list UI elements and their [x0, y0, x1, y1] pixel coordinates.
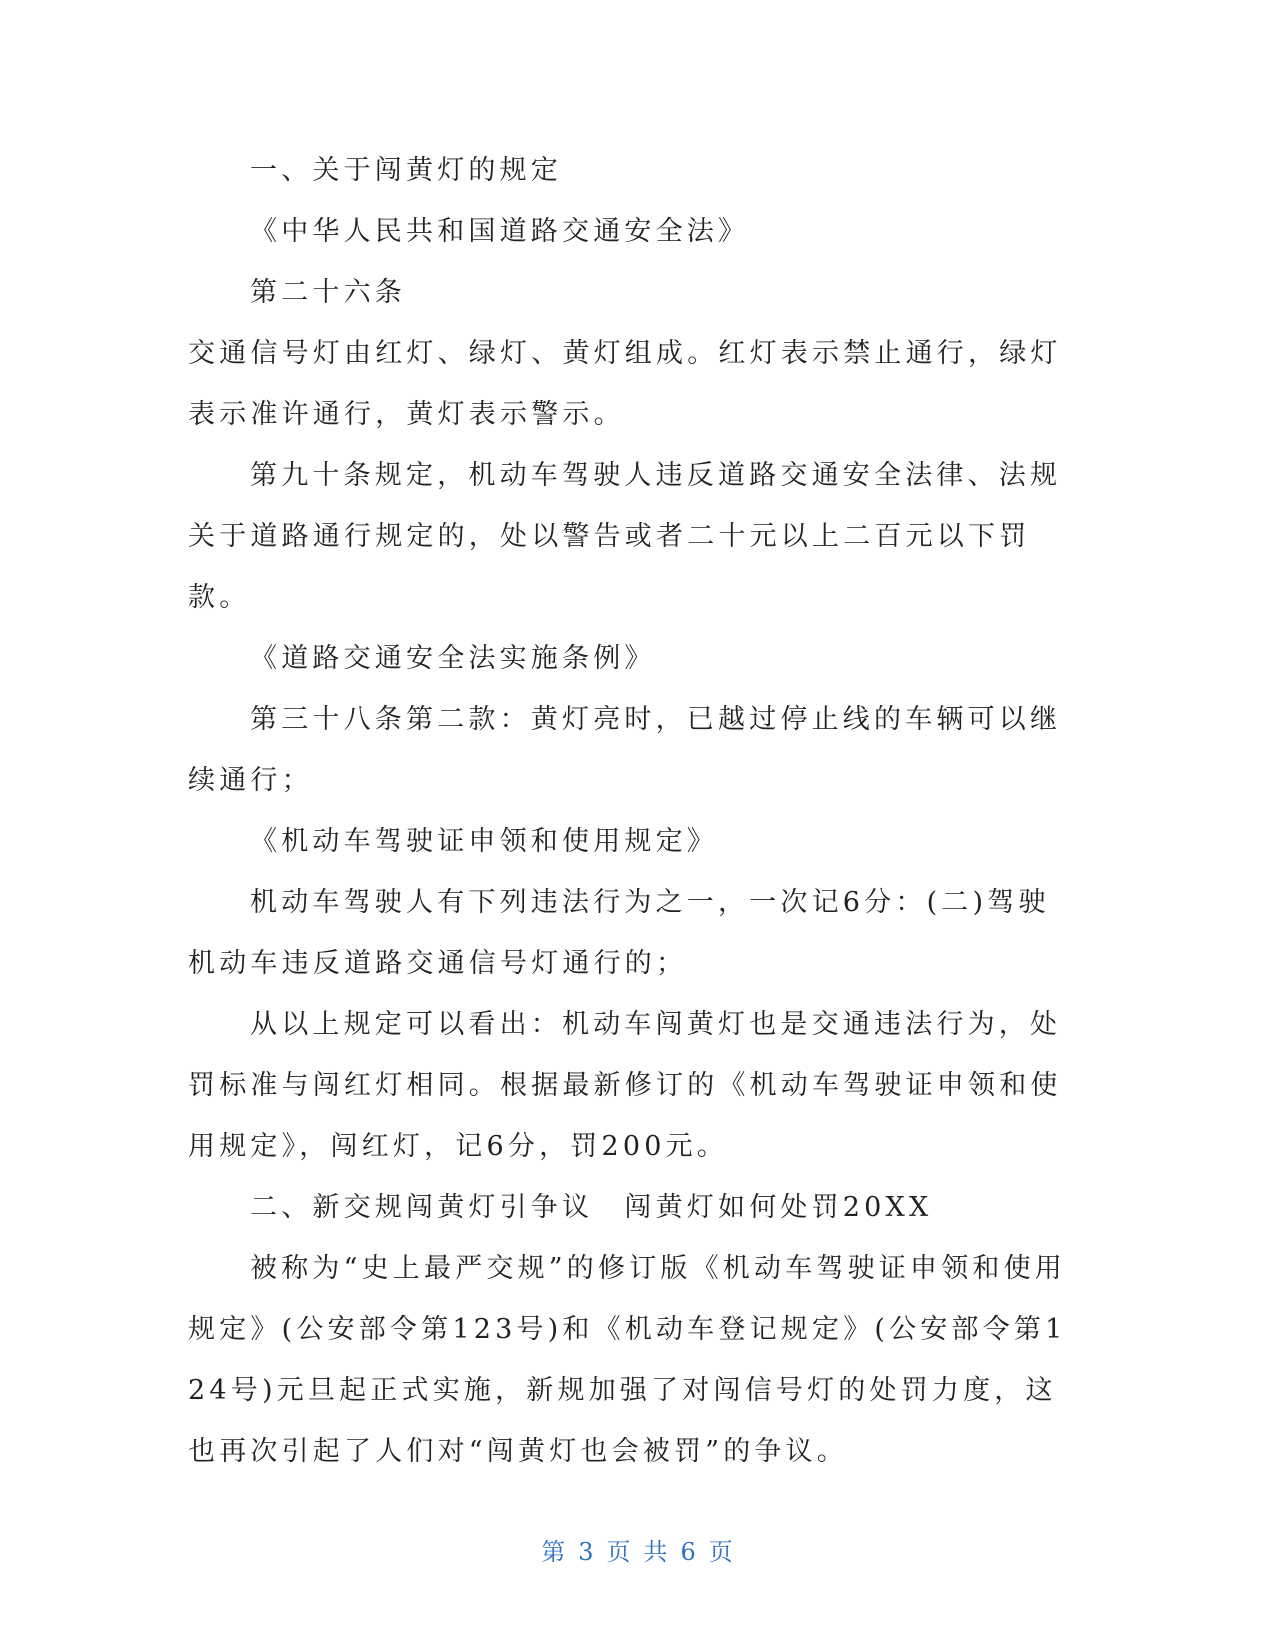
article-38-text: 第三十八条第二款：黄灯亮时，已越过停止线的车辆可以继续通行；: [188, 704, 1062, 796]
law-title-road-traffic-safety-law: 《中华人民共和国道路交通安全法》: [250, 216, 750, 247]
article-26-title: 第二十六条: [250, 277, 406, 308]
controversy-paragraph: 被称为“史上最严交规”的修订版《机动车驾驶证申领和使用规定》(公安部令第123号)和《机动车登记规定》(公安部令第124号)元旦起正式实施，新规加强了对闯信号灯的处罚力度，这也再次引起了人们对“闯黄灯也会被罚”的争议。: [188, 1253, 1067, 1467]
footer-current-page: 3: [578, 1538, 595, 1566]
article-26-text: 交通信号灯由红灯、绿灯、黄灯组成。红灯表示禁止通行，绿灯表示准许通行，黄灯表示警示。: [188, 338, 1062, 430]
article-90-text: 第九十条规定，机动车驾驶人违反道路交通安全法律、法规关于道路通行规定的，处以警告或者二十元以上二百元以下罚款。: [188, 460, 1062, 613]
heading-section-1: 一、关于闯黄灯的规定: [250, 155, 562, 186]
footer-total-word: 共: [643, 1538, 669, 1566]
law-title-license-regulations: 《机动车驾驶证申领和使用规定》: [250, 826, 718, 857]
page-footer: [0, 1532, 1275, 1567]
footer-suffix: 页: [708, 1538, 734, 1566]
document-body: [188, 140, 1068, 1482]
footer-total-pages: 6: [680, 1538, 697, 1566]
footer-prefix: 第: [541, 1538, 567, 1566]
conclusion-paragraph: 从以上规定可以看出：机动车闯黄灯也是交通违法行为，处罚标准与闯红灯相同。根据最新修订的《机动车驾驶证申领和使用规定》，闯红灯，记6分，罚200元。: [188, 1009, 1062, 1162]
six-points-rule-text: 机动车驾驶人有下列违法行为之一，一次记6分：(二)驾驶机动车违反道路交通信号灯通行的；: [188, 887, 1050, 979]
law-title-implementation-regulations: 《道路交通安全法实施条例》: [250, 643, 656, 674]
heading-section-2: 二、新交规闯黄灯引争议 闯黄灯如何处罚20XX: [250, 1192, 933, 1223]
footer-page-word: 页: [606, 1538, 632, 1566]
